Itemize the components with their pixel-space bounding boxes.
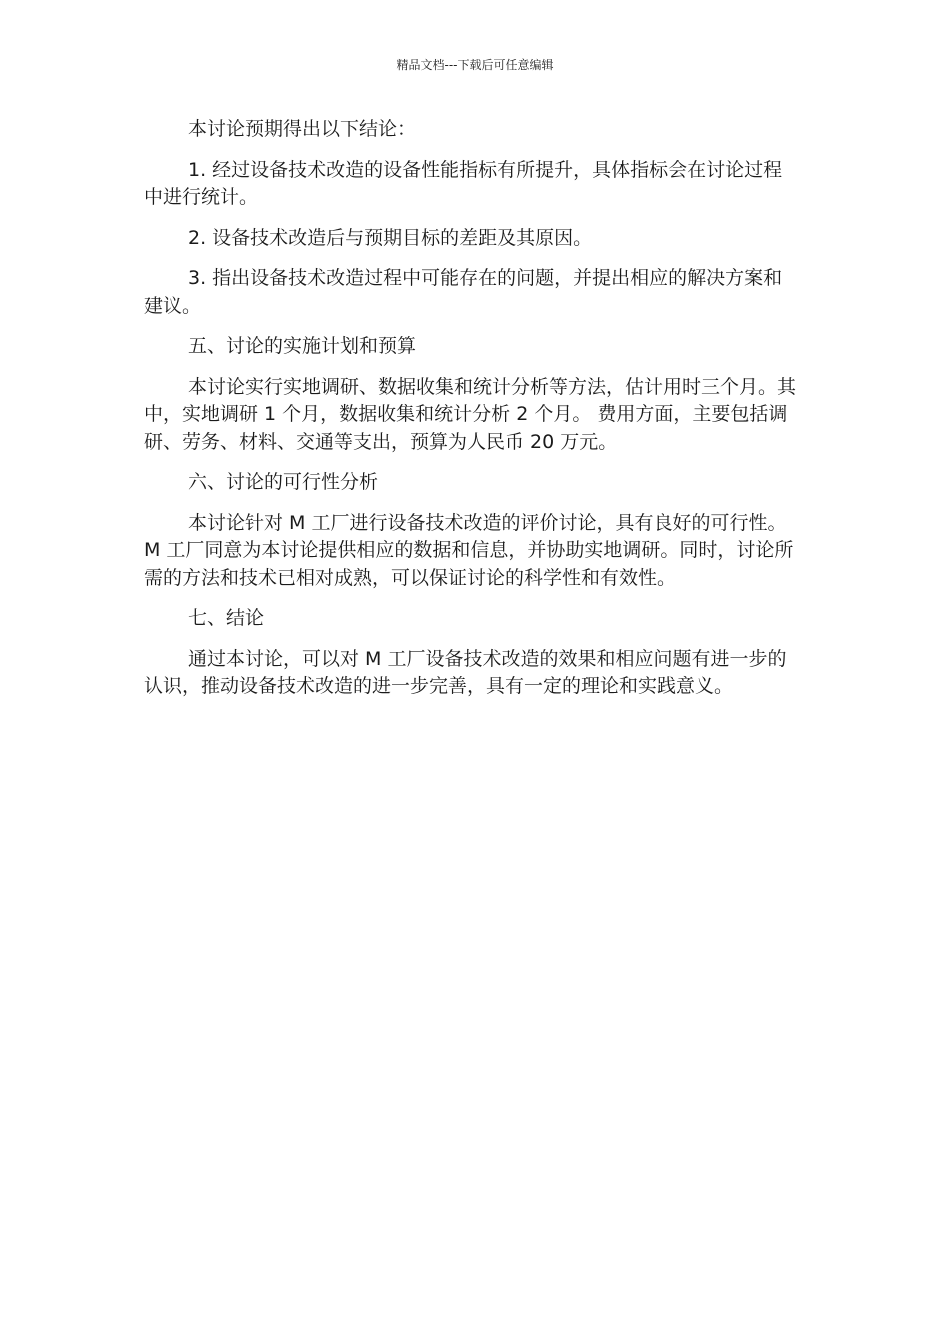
paragraph-conclusion: 通过本讨论，可以对 M 工厂设备技术改造的效果和相应问题有进一步的认识，推动设备技术改造的进一步完善，具有一定的理论和实践意义。 (144, 647, 787, 697)
page-header: 精品文档---下载后可任意编辑 (396, 58, 554, 72)
list-item-2: 2. 设备技术改造后与预期目标的差距及其原因。 (188, 226, 593, 249)
section-heading-plan-budget: 五、讨论的实施计划和预算 (188, 335, 417, 357)
paragraph-feasibility: 本讨论针对 M 工厂进行设备技术改造的评价讨论，具有良好的可行性。M 工厂同意为本讨论提供相应的数据和信息，并协助实地调研。同时，讨论所需的方法和技术已相对成熟，可以保证讨论的科学性和有效性。 (144, 511, 794, 589)
list-item-1: 1. 经过设备技术改造的设备性能指标有所提升，具体指标会在讨论过程中进行统计。 (144, 158, 783, 208)
paragraph-plan-budget: 本讨论实行实地调研、数据收集和统计分析等方法，估计用时三个月。其中，实地调研 1 个月，数据收集和统计分析 2 个月。 费用方面，主要包括调研、劳务、材料、交通等支出，预算为人民币 20 万元。 (144, 375, 797, 453)
section-heading-feasibility: 六、讨论的可行性分析 (188, 471, 379, 493)
section-heading-conclusion: 七、结论 (188, 607, 265, 629)
paragraph-expected-conclusions: 本讨论预期得出以下结论： (188, 118, 417, 140)
document-body (144, 116, 800, 714)
list-item-3: 3. 指出设备技术改造过程中可能存在的问题，并提出相应的解决方案和建议。 (144, 267, 783, 317)
